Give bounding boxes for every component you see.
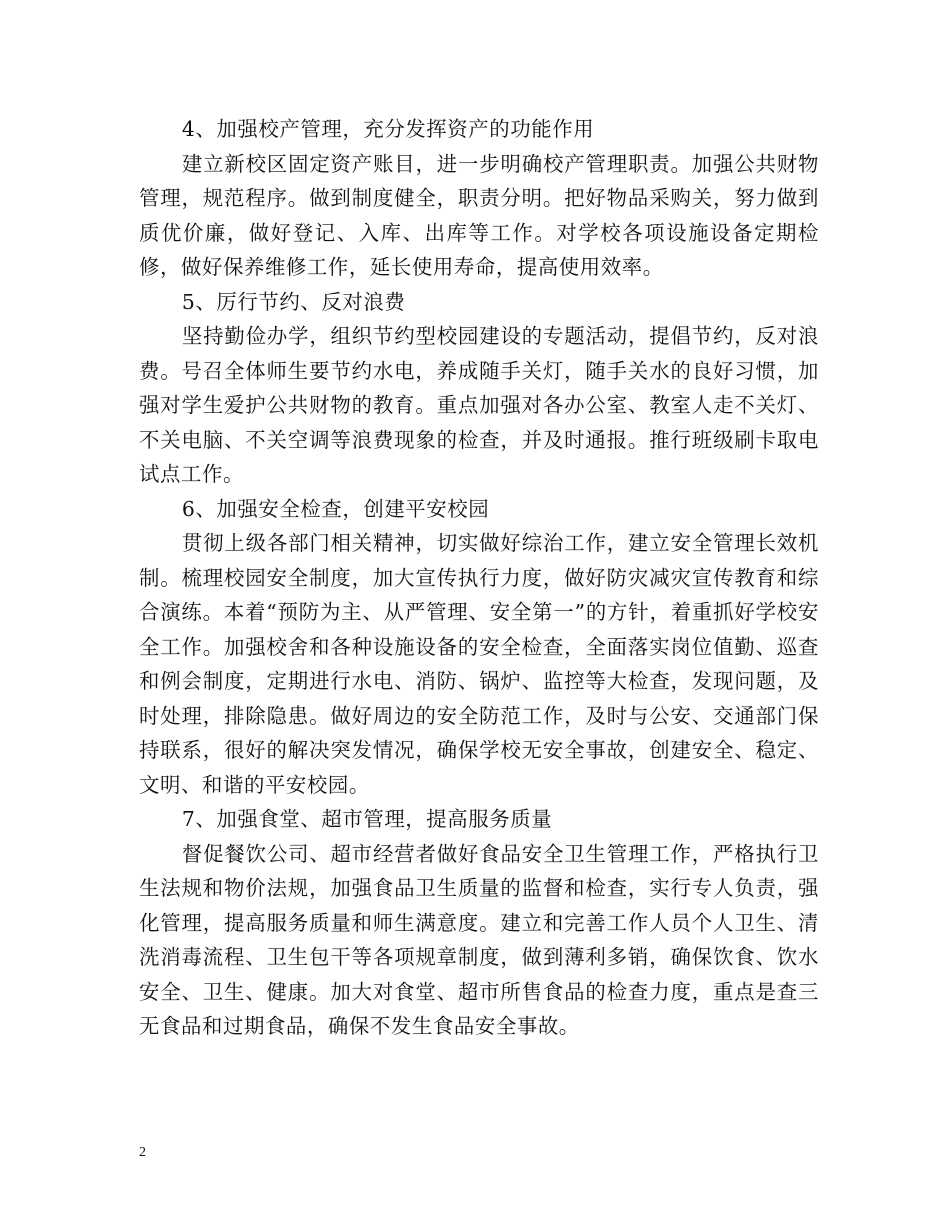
section-heading-6: 6、加强安全检查，创建平安校园 <box>181 496 490 521</box>
section-body-7: 督促餐饮公司、超市经营者做好食品安全卫生管理工作，严格执行卫生法规和物价法规，加强食品卫生质量的监督和检查，实行专人负责，强化管理，提高服务质量和师生满意度。建立和完善工作人员个人卫生、清洗消毒流程、卫生包干等各项规章制度，做到薄利多销，确保饮食、饮水安全、卫生、健康。加大对食堂、超市所售食品的检查力度，重点是查三无食品和过期食品，确保不发生食品安全事故。 <box>139 841 819 1038</box>
section-heading-4: 4、加强校产管理，充分发挥资产的功能作用 <box>181 117 595 141</box>
section-heading-7: 7、加强食堂、超市管理，提高服务质量 <box>181 807 553 831</box>
section-body-5: 坚持勤俭办学，组织节约型校园建设的专题活动，提倡节约，反对浪费。号召全体师生要节约水电，养成随手关灯，随手关水的良好习惯，加强对学生爱护公共财物的教育。重点加强对各办公室、教室人走不关灯、不关电脑、不关空调等浪费现象的检查，并及时通报。推行班级刷卡取电试点工作。 <box>139 324 819 486</box>
page-number: 2 <box>139 1145 146 1160</box>
section-body-4: 建立新校区固定资产账目，进一步明确校产管理职责。加强公共财物管理，规范程序。做到制度健全，职责分明。把好物品采购关，努力做到质优价廉，做好登记、入库、出库等工作。对学校各项设施设备定期检修，做好保养维修工作，延长使用寿命，提高使用效率。 <box>139 151 819 279</box>
document-body <box>139 112 819 1044</box>
section-body-6: 贯彻上级各部门相关精神，切实做好综治工作，建立安全管理长效机制。梳理校园安全制度，加大宣传执行力度，做好防灾减灾宣传教育和综合演练。本着“预防为主、从严管理、安全第一”的方针，着重抓好学校安全工作。加强校舍和各种设施设备的安全检查，全面落实岗位值勤、巡查和例会制度，定期进行水电、消防、锅炉、监控等大检查，发现问题，及时处理，排除隐患。做好周边的安全防范工作，及时与公安、交通部门保持联系，很好的解决突发情况，确保学校无安全事故，创建安全、稳定、文明、和谐的平安校园。 <box>139 531 819 797</box>
section-heading-5: 5、厉行节约、反对浪费 <box>181 289 406 314</box>
